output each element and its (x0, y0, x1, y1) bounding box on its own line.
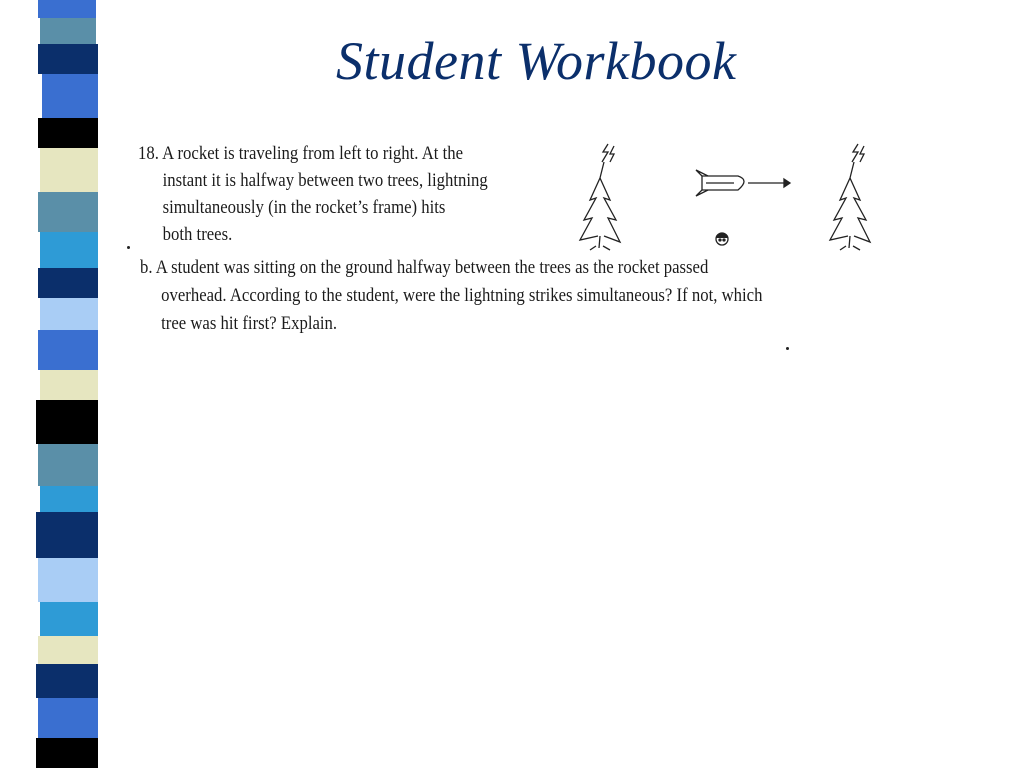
stray-dot (786, 347, 789, 350)
lightning-icon (600, 144, 614, 178)
slide-title: Student Workbook (336, 31, 737, 91)
question-18-line: 18. A rocket is traveling from left to right. At the (138, 143, 464, 164)
decorative-stripe-bar (30, 0, 104, 768)
tree-icon (580, 178, 620, 250)
student-head-icon (716, 233, 728, 245)
rocket-icon (696, 170, 790, 196)
tree-icon (830, 178, 870, 250)
question-b-line: overhead. According to the student, were the lightning strikes simultaneous? If not, which (161, 285, 763, 306)
question-18-line: instant it is halfway between two trees, lightning (162, 170, 488, 191)
lightning-icon (850, 144, 864, 178)
question-b-text (140, 254, 888, 338)
question-18-line: both trees. (162, 224, 233, 245)
stray-dot (127, 246, 130, 249)
question-b-line: b. A student was sitting on the ground halfway between the trees as the rocket passed (140, 257, 709, 278)
question-18-line: simultaneously (in the rocket’s frame) hits (162, 197, 446, 218)
question-b-line: tree was hit first? Explain. (161, 313, 338, 334)
question-18-text (138, 140, 508, 248)
rocket-trees-figure (570, 138, 880, 253)
